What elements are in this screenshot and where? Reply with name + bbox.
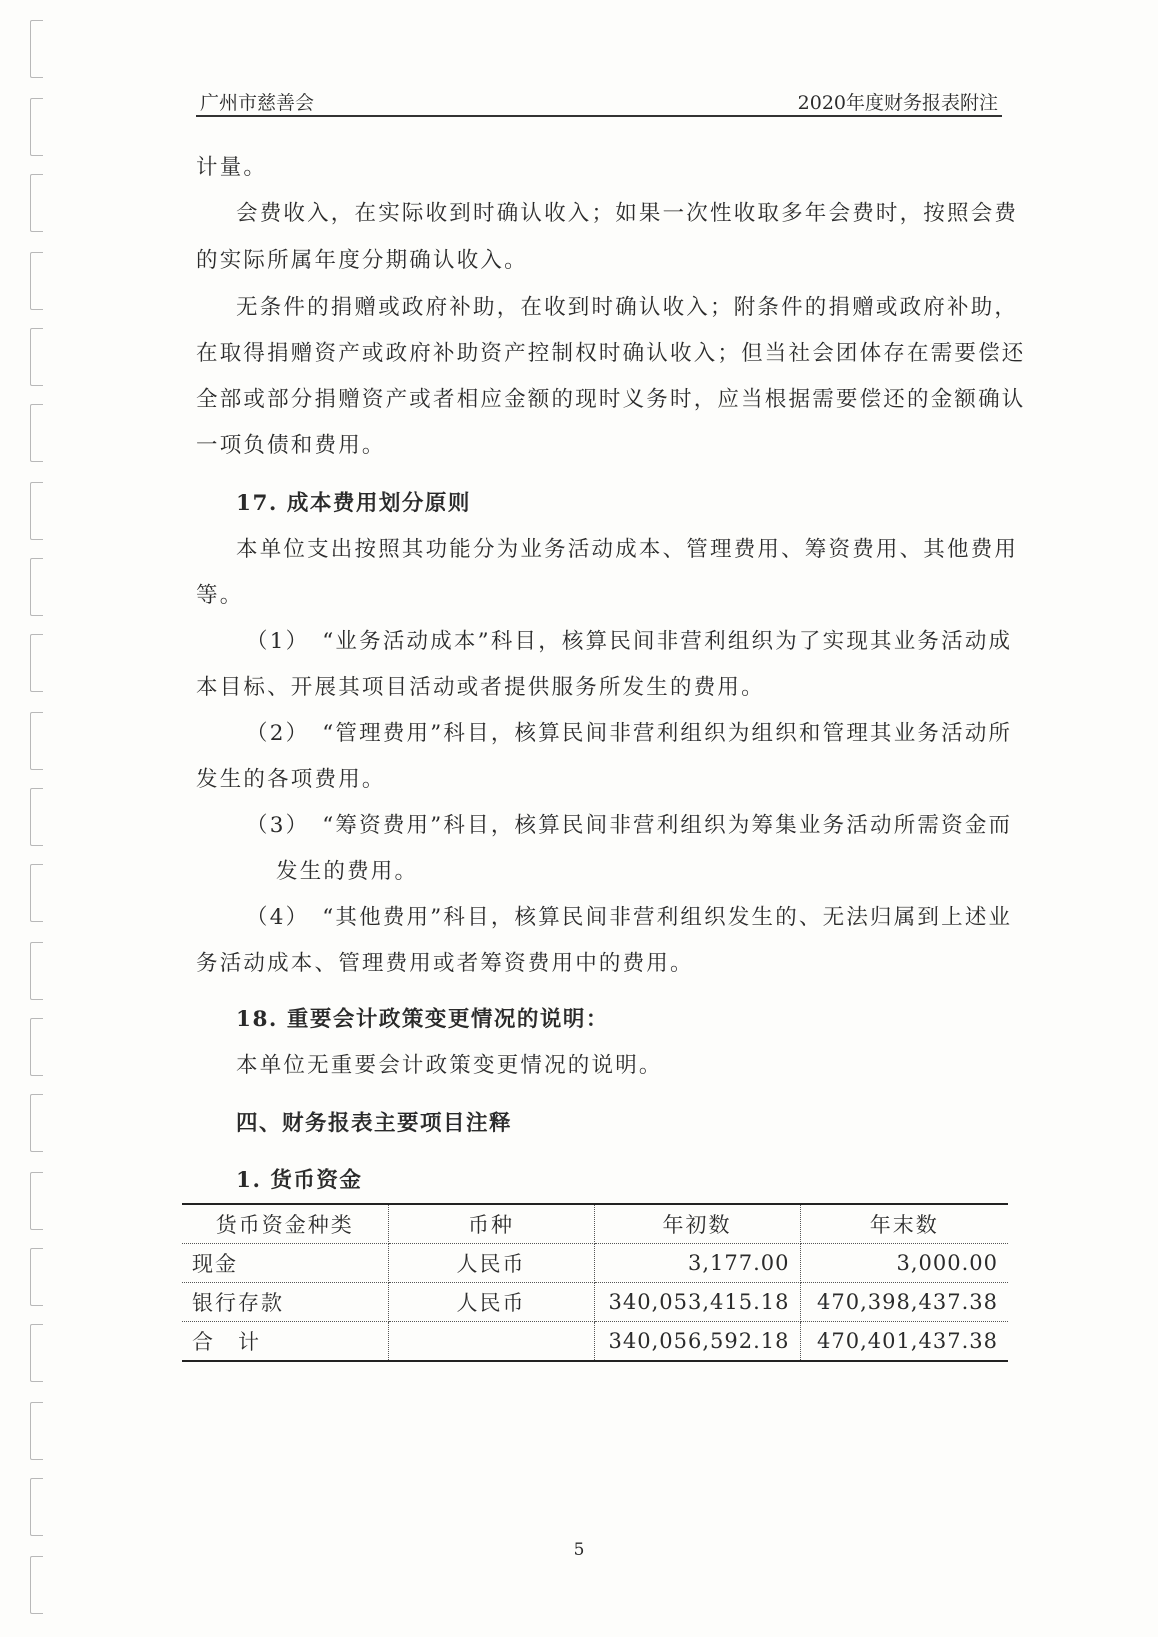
table-header-row <box>182 1204 1008 1244</box>
table-cell: 3,000.00 <box>800 1244 1008 1283</box>
paragraph: 会费收入，在实际收到时确认收入；如果一次性收取多年会费时，按照会费 <box>236 201 1019 226</box>
section-heading-4: 四、财务报表主要项目注释 <box>236 1111 513 1136</box>
table-cell: 470,398,437.38 <box>800 1283 1008 1322</box>
table-cell: 340,056,592.18 <box>594 1322 800 1362</box>
paragraph: 发生的各项费用。 <box>196 767 386 792</box>
binding-holes <box>22 0 52 1637</box>
page-number: 5 <box>573 1540 585 1560</box>
paragraph: 无条件的捐赠或政府补助，在收到时确认收入；附条件的捐赠或政府补助， <box>236 295 1019 320</box>
section-heading-18: 18. 重要会计政策变更情况的说明： <box>236 1007 609 1032</box>
table-cell: 3,177.00 <box>594 1244 800 1283</box>
paragraph: 在取得捐赠资产或政府补助资产控制权时确认收入；但当社会团体存在需要偿还 <box>196 341 1026 366</box>
paragraph: 本单位支出按照其功能分为业务活动成本、管理费用、筹资费用、其他费用 <box>236 537 1019 562</box>
header-report-title: 2020年度财务报表附注 <box>797 92 998 114</box>
table-cell: 人民币 <box>388 1283 594 1322</box>
list-item: （4） “其他费用”科目，核算民间非营利组织发生的、无法归属到上述业 <box>246 905 1013 930</box>
list-item: （1） “业务活动成本”科目，核算民间非营利组织为了实现其业务活动成 <box>246 629 1013 654</box>
table-cell: 470,401,437.38 <box>817 1329 998 1353</box>
table-header-cell: 年末数 <box>800 1204 1008 1244</box>
table-row <box>182 1283 1008 1322</box>
table-header-cell: 年初数 <box>594 1204 800 1244</box>
table-row <box>182 1244 1008 1283</box>
paragraph: 一项负债和费用。 <box>196 433 386 458</box>
paragraph: 等。 <box>196 583 244 608</box>
header-org-name: 广州市慈善会 <box>200 92 315 114</box>
cash-table <box>182 1203 1008 1362</box>
table-cell: 人民币 <box>388 1244 594 1283</box>
table-cell: 银行存款 <box>182 1283 388 1322</box>
paragraph: 计量。 <box>196 155 268 180</box>
paragraph: 的实际所属年度分期确认收入。 <box>196 248 528 273</box>
paragraph: 发生的费用。 <box>276 859 419 884</box>
table-cell: 合 计 <box>182 1322 388 1362</box>
table-total-row <box>182 1322 1008 1362</box>
table-title: 1. 货币资金 <box>236 1168 363 1193</box>
paragraph: 务活动成本、管理费用或者筹资费用中的费用。 <box>196 951 694 976</box>
header-rule <box>196 115 1002 117</box>
section-heading-17: 17. 成本费用划分原则 <box>236 491 471 516</box>
table-header-cell: 货币资金种类 <box>182 1204 388 1244</box>
table-header-cell: 币种 <box>388 1204 594 1244</box>
table-cell: 340,053,415.18 <box>594 1283 800 1322</box>
paragraph: 全部或部分捐赠资产或者相应金额的现时义务时，应当根据需要偿还的金额确认 <box>196 387 1026 412</box>
table-cell: 现金 <box>182 1244 388 1283</box>
paragraph: 本目标、开展其项目活动或者提供服务所发生的费用。 <box>196 675 765 700</box>
list-item: （2） “管理费用”科目，核算民间非营利组织为组织和管理其业务活动所 <box>246 721 1013 746</box>
table-cell <box>388 1322 594 1362</box>
paragraph: 本单位无重要会计政策变更情况的说明。 <box>236 1053 663 1078</box>
list-item: （3） “筹资费用”科目，核算民间非营利组织为筹集业务活动所需资金而 <box>246 813 1013 838</box>
